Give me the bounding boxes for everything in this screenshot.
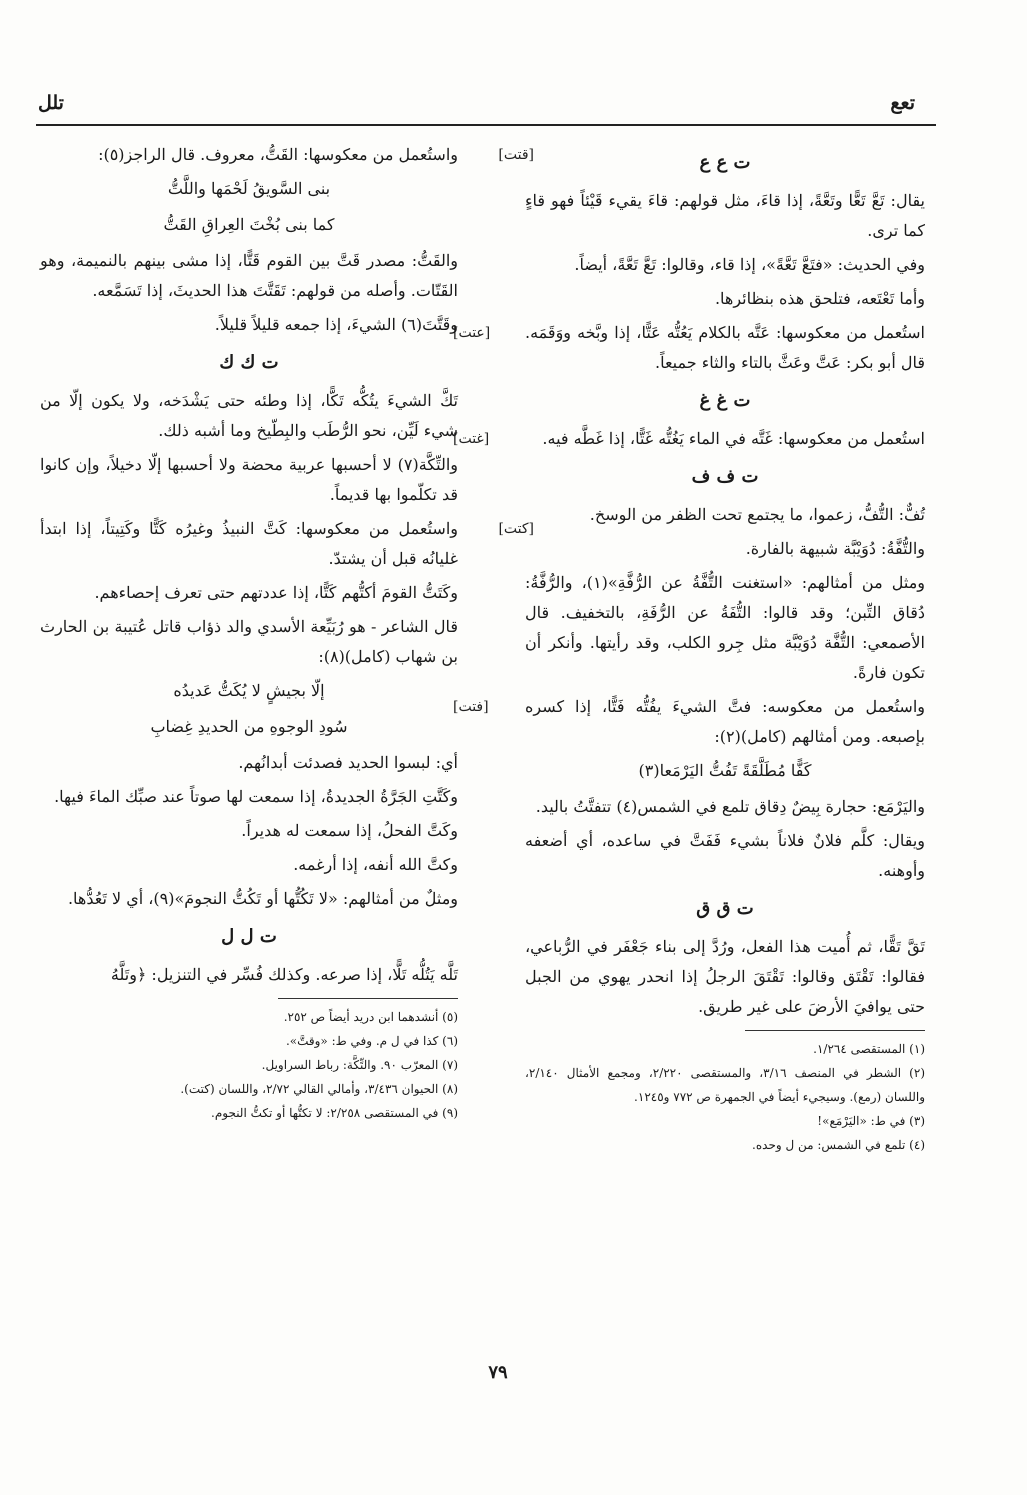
- page-number: ٧٩: [488, 1362, 508, 1383]
- root-tag: [كتت]: [498, 521, 534, 537]
- root-tag: [قتت]: [498, 147, 534, 163]
- verse-line: كما بنى بُخْتَ العِراقِ القَتُّ: [163, 215, 335, 234]
- entry-paragraph: ومثلٌ من أمثالهم: «لا تَكُتُّها أو تَكُتُّ النجومَ»(٩)، أي لا تَعُدُّها.: [67, 889, 458, 908]
- entry-heading: ت ع ع: [699, 152, 751, 173]
- entry-paragraph: وفي الحديث: «فتَعَّ تَعَّةً»، إذا قاء، وقالوا: تَعَّ تَعَّةً، أيضاً.: [574, 255, 925, 274]
- entry-paragraph: [عتت] استُعمل من معكوسها: عَتَّه بالكلام يَعُتُّه عَتًّا، إذا وبَّخه ووَقَمَه. قال أبو بكر: عَتَّ وعَثَّ بالتاء والثاء جميعاً.: [525, 318, 925, 378]
- entry-heading: ت ل ل: [221, 926, 277, 947]
- footnotes: [525, 1037, 925, 1157]
- entry-paragraph: قال الشاعر - هو رُبَيِّعة الأسدي والد ذؤاب قاتل عُتيبة بن الحارث بن شهاب (كامل)(٨):: [40, 617, 458, 666]
- entry-paragraph: وأما تَعْتَعه، فتلحق هذه بنظائرها.: [714, 289, 925, 308]
- entry-paragraph: ومثل من أمثالهم: «استغنت التُّفَّةُ عن الرُّفَّةِ»(١)، والرُّفَّةُ: دُقاق التِّبن؛ وقد قالوا: التُّفَةُ عن الرُّفَةِ، بالتخفيف. قال الأصمعي: التُّفَّة دُوَيْبَّة مثل جِرو الكلب، وقد رأيتها. وأنكر أن تكون فارةً.: [525, 573, 925, 682]
- entry-paragraph: وكَتَّ الفحلُ، إذا سمعت له هديراً.: [241, 821, 458, 840]
- entry-paragraph: تَكَّ الشيءَ يتُكُّه تَكًّا، إذا وطئه حتى يَشْدَخه، ولا يكون إلّا من شيء لَيِّن، نحو الرُّطَب والبِطّيخ وما أشبه ذلك.: [40, 391, 458, 440]
- entry-paragraph: تَلَّه يَتُلُّه تَلًّا، إذا صرعه. وكذلك فُسِّر في التنزيل: ﴿وتَلَّهُ: [110, 965, 458, 984]
- footnote-rule: [278, 998, 458, 999]
- entry-paragraph: وكَتَتُّ القومَ أكتُّهم كَتًّا، إذا عددتهم حتى تعرف إحصاءهم.: [94, 583, 458, 602]
- verse-line: بنى السَّويقُ لَحْمَها واللَّتُّ: [167, 179, 331, 198]
- entry-paragraph: [غتت] استُعمل من معكوسها: غَتَّه في الماء يَغُتُّه غَتًّا، إذا غَطَّه فيه.: [525, 424, 925, 454]
- entry-paragraph: وكَتَّتِ الجَرَّةُ الجديدةُ، إذا سمعت لها صوتاً عند صبِّك الماءَ فيها.: [54, 787, 458, 806]
- root-tag: [عتت]: [453, 325, 491, 341]
- footnote: (٦) كذا في ل م. وفي ط: «وقتَّ».: [285, 1034, 458, 1048]
- entry-paragraph: والتُّفَّةُ: دُوَيْبَّة شبيهة بالفارة.: [745, 539, 925, 558]
- footnote: (٣) في ط: «اليَرْمَع»!: [817, 1114, 925, 1128]
- footnote: (٩) في المستقصى ٢/٢٥٨: لا تكتُّها أو تكتُّ النجوم.: [211, 1106, 458, 1120]
- root-tag: [غتت]: [453, 431, 490, 447]
- footnote: (٧) المعرّب ٩٠. والتِّكَّة: رباط السراويل.: [261, 1058, 458, 1072]
- entry-paragraph: والتِّكَّة(٧) لا أحسبها عربية محضة ولا أحسبها إلّا دخيلاً، وإن كانوا قد تكلّموا بها قديماً.: [40, 455, 458, 504]
- footnote-rule: [745, 1030, 925, 1031]
- entry-paragraph: تَقَّ تَقًّا، ثم أُميت هذا الفعل، ورُدَّ إلى بناء جَعْفَر في الرُّباعي، فقالوا: تَقْتَق وقالوا: تَقْتَقَ الرجلُ إذا انحدر يهوي من الجبل حتى يوافيَ الأرضَ على غير طريق.: [525, 937, 925, 1016]
- entry-paragraph: ويقال: كلَّم فلانٌ فلاناً بشيء فَفَتَّ في ساعده، أي أضعفه وأوهنه.: [525, 831, 925, 880]
- entry-paragraph: والقَتُّ: مصدر قَتَّ بين القوم قَتًّا، إذا مشى بينهم بالنميمة، وهو القَتّات. وأصله من قولهم: تَقَتَّتَ هذا الحديثَ، إذا تَسَمَّعه.: [40, 251, 458, 300]
- verse-line: إلّا بجيشٍ لا يُكَتُّ عَديدُه: [173, 681, 325, 700]
- entry-paragraph: وقَتَّتَ(٦) الشيءَ، إذا جمعه قليلاً قليلاً.: [214, 315, 458, 334]
- entry-heading: ت غ غ: [699, 390, 751, 411]
- entry-paragraph: [قتت] واستُعمل من معكوسها: القَتُّ، معروف. قال الراجز(٥):: [40, 140, 458, 170]
- entry-paragraph: وكتَّ الله أنفه، إذا أرغمه.: [293, 855, 458, 874]
- entry-paragraph: تُفٌّ: التُّفُّ، زعموا، ما يجتمع تحت الظفر من الوسخ.: [589, 505, 925, 524]
- footnote: (٢) الشطر في المنصف ٣/١٦، والمستقصى ٢/٢٢٠، ومجمع الأمثال ٢/١٤٠، واللسان (رمع). وسيجيء أيضاً في الجمهرة ص ٧٧٢ و١٢٤٥.: [525, 1066, 925, 1104]
- footnote: (٥) أنشدهما ابن دريد أيضاً ص ٢٥٢.: [283, 1010, 458, 1024]
- running-header-right: تعع: [890, 92, 915, 114]
- verse-line: سُودِ الوجوهِ من الحديدِ غِضابِ: [150, 717, 348, 736]
- entry-paragraph: [فتت] واستُعمل من معكوسه: فتَّ الشيءَ يفُتُّه فَتًّا، إذا كسره بإصبعه. ومن أمثالهم (كامل)(٢):: [525, 692, 925, 752]
- entry-heading: ت ق ق: [696, 898, 754, 919]
- entry-paragraph: أي: لبسوا الحديد فصدئت أبدانُهم.: [238, 753, 458, 772]
- footnotes: [40, 1005, 458, 1125]
- footnote: (١) المستقصى ١/٢٦٤.: [813, 1042, 925, 1056]
- footnote: (٨) الحيوان ٣/٤٣٦، وأمالي القالي ٢/٧٢، واللسان (كتت).: [180, 1082, 458, 1096]
- entry-heading: ت ف ف: [691, 466, 759, 487]
- entry-heading: ت ك ك: [219, 352, 279, 373]
- entry-paragraph: [كتت] واستُعمل من معكوسها: كَتَّ النبيذُ وغيرُه كَتًّا وكَتِيتاً، إذا ابتدأ غليانُه قبل أن يشتدّ.: [40, 514, 458, 574]
- verse-line: كَفًّا مُطَلَّقَةً تَفُتُّ اليَرْمَعا(٣): [638, 761, 812, 780]
- header-rule: [36, 124, 936, 126]
- running-header-left: تلل: [38, 92, 64, 114]
- entry-paragraph: يقال: تَعَّ تَعًّا وتَعَّةً، إذا قاءَ، مثل قولهم: قاءَ يقيء قَيْئاً فهو قاءٍ كما ترى.: [525, 191, 925, 240]
- root-tag: [فتت]: [453, 699, 489, 715]
- footnote: (٤) تلمع في الشمس: من ل وحده.: [752, 1138, 925, 1152]
- entry-paragraph: واليَرْمَع: حجارة بِيضٌ دِقاق تلمع في الشمس(٤) تتفتَّتُ باليد.: [535, 797, 925, 816]
